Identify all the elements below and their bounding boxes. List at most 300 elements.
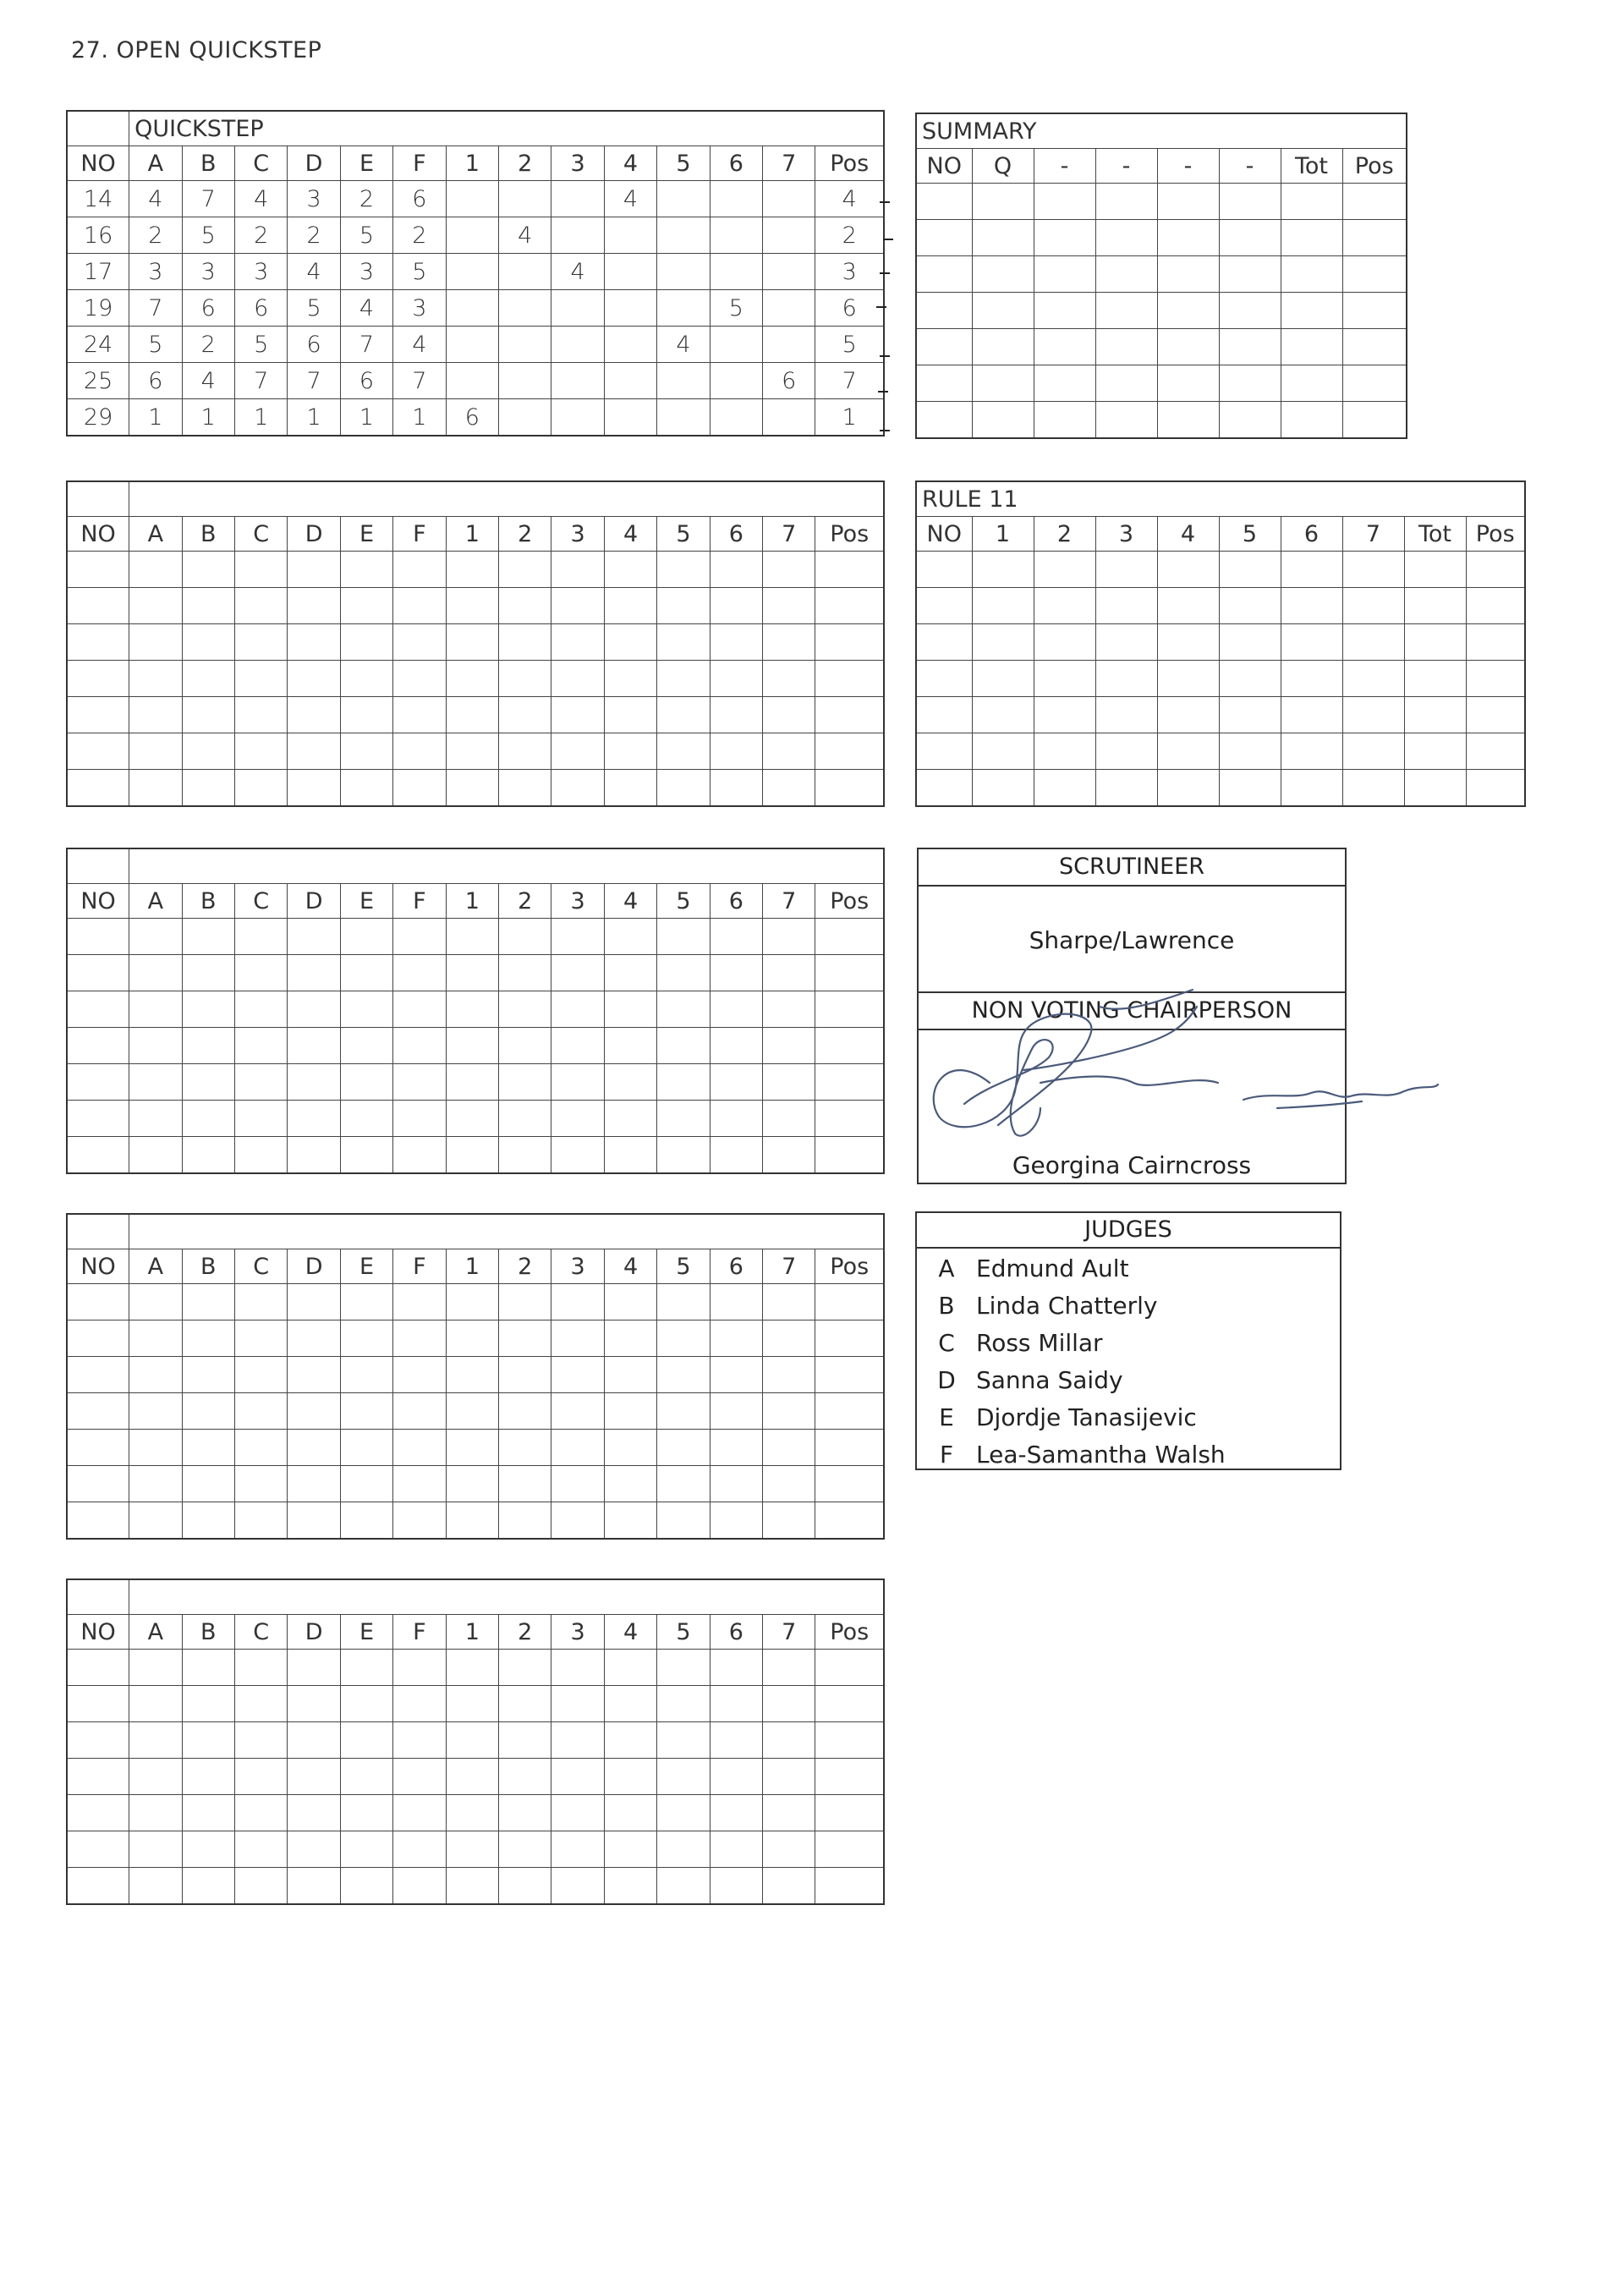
table-cell — [551, 1831, 604, 1868]
table-cell — [710, 1831, 762, 1868]
table-cell — [1281, 256, 1342, 293]
judge-mark: 2 — [182, 327, 234, 363]
final-position: 2 — [815, 217, 884, 254]
table-row — [67, 399, 884, 436]
judges-heading: JUDGES — [917, 1213, 1340, 1249]
table-cell — [710, 1722, 762, 1759]
table-cell — [499, 1284, 551, 1320]
column-header: Pos — [1342, 149, 1407, 184]
table-cell — [67, 1101, 129, 1137]
table-cell — [916, 733, 972, 770]
place-count — [551, 363, 604, 399]
table-cell — [1404, 733, 1466, 770]
table-cell — [815, 1357, 884, 1393]
table-cell — [657, 1502, 710, 1540]
table-cell — [1034, 293, 1095, 329]
table-cell — [446, 1064, 498, 1101]
table-cell — [1281, 697, 1342, 733]
table-cell — [604, 1466, 656, 1502]
judge-name: Edmund Ault — [976, 1255, 1129, 1282]
column-header: NO — [67, 1615, 129, 1650]
table-cell — [551, 1686, 604, 1722]
table-cell — [604, 991, 656, 1028]
final-position: 3 — [815, 254, 884, 290]
column-header: 2 — [499, 1249, 551, 1284]
table-cell — [499, 697, 551, 733]
column-header: 1 — [446, 1249, 498, 1284]
table-cell — [499, 991, 551, 1028]
column-header: 5 — [657, 884, 710, 919]
table-cell — [551, 1868, 604, 1905]
table-cell — [1095, 770, 1157, 807]
table-cell — [1219, 256, 1281, 293]
column-header: C — [234, 1249, 287, 1284]
table-cell — [288, 588, 340, 624]
table-cell — [234, 919, 287, 955]
place-count — [604, 399, 656, 436]
column-header: - — [1157, 149, 1219, 184]
table-cell — [657, 955, 710, 991]
table-cell — [393, 1028, 446, 1064]
table-cell — [1466, 552, 1525, 588]
table-cell — [972, 256, 1034, 293]
table-cell — [340, 697, 392, 733]
judge-mark: 3 — [288, 181, 340, 217]
column-header: 6 — [710, 884, 762, 919]
place-count: 6 — [763, 363, 815, 399]
table-cell — [234, 1502, 287, 1540]
table-cell — [1157, 293, 1219, 329]
table-cell — [182, 770, 234, 807]
column-header: 7 — [763, 1615, 815, 1650]
scrutineer-heading: SCRUTINEER — [919, 849, 1345, 887]
table-cell — [288, 697, 340, 733]
table-cell — [234, 1759, 287, 1795]
table-cell — [499, 1466, 551, 1502]
table-cell — [604, 733, 656, 770]
judge-mark: 3 — [182, 254, 234, 290]
table-cell — [815, 1795, 884, 1831]
column-header: 7 — [763, 146, 815, 181]
table-cell — [815, 1430, 884, 1466]
judge-row — [917, 1325, 1340, 1362]
table-cell — [657, 1064, 710, 1101]
table-cell — [972, 293, 1034, 329]
table-cell — [1219, 624, 1281, 661]
table-cell — [340, 1284, 392, 1320]
table-cell — [129, 1320, 182, 1357]
table-row — [67, 624, 884, 661]
judge-mark: 6 — [129, 363, 182, 399]
table-cell — [551, 770, 604, 807]
table-cell — [499, 1868, 551, 1905]
table-cell — [1095, 733, 1157, 770]
table-cell — [1034, 733, 1095, 770]
table-cell — [67, 1320, 129, 1357]
judge-mark: 5 — [182, 217, 234, 254]
place-count: 4 — [657, 327, 710, 363]
judge-row — [917, 1250, 1340, 1288]
table-cell — [551, 1466, 604, 1502]
table-cell — [710, 1650, 762, 1686]
table-cell — [763, 919, 815, 955]
couple-number: 17 — [67, 254, 129, 290]
table-cell — [763, 624, 815, 661]
table-cell — [1404, 661, 1466, 697]
table-cell — [129, 1357, 182, 1393]
column-header: 7 — [763, 517, 815, 552]
column-header: Pos — [815, 517, 884, 552]
column-header: NO — [916, 149, 972, 184]
table-cell — [67, 552, 129, 588]
table-cell — [1342, 697, 1404, 733]
table-cell — [1219, 184, 1281, 220]
place-count — [763, 399, 815, 436]
table-row — [67, 1064, 884, 1101]
table-cell — [1219, 402, 1281, 439]
table-cell — [551, 697, 604, 733]
column-header: C — [234, 146, 287, 181]
table-cell — [446, 1795, 498, 1831]
column-header: 2 — [499, 146, 551, 181]
table-cell — [604, 919, 656, 955]
column-header: A — [129, 1249, 182, 1284]
judge-mark: 5 — [393, 254, 446, 290]
table-cell — [815, 1868, 884, 1905]
place-count — [499, 327, 551, 363]
judge-letter: E — [939, 1403, 954, 1431]
table-cell — [710, 1320, 762, 1357]
table-cell — [67, 1064, 129, 1101]
table-corner-cell — [67, 848, 129, 884]
table-cell — [129, 919, 182, 955]
column-header: NO — [67, 517, 129, 552]
chairperson-heading: NON VOTING CHAIRPERSON — [919, 993, 1345, 1030]
table-cell — [972, 365, 1034, 402]
table-cell — [972, 184, 1034, 220]
table-cell — [657, 1759, 710, 1795]
dance-title — [129, 848, 884, 884]
table-cell — [234, 1795, 287, 1831]
table-cell — [182, 1722, 234, 1759]
table-cell — [67, 588, 129, 624]
table-cell — [446, 955, 498, 991]
table-cell — [340, 624, 392, 661]
judge-row — [917, 1436, 1340, 1474]
table-cell — [1095, 624, 1157, 661]
table-cell — [288, 770, 340, 807]
table-cell — [182, 1064, 234, 1101]
judge-mark: 3 — [129, 254, 182, 290]
table-row — [67, 770, 884, 807]
table-cell — [815, 1064, 884, 1101]
table-cell — [499, 1393, 551, 1430]
table-cell — [129, 1284, 182, 1320]
table-cell — [657, 1795, 710, 1831]
judge-mark: 3 — [234, 254, 287, 290]
table-cell — [916, 697, 972, 733]
table-row — [67, 733, 884, 770]
scrutineer-name: Sharpe/Lawrence — [919, 887, 1345, 993]
tick-mark — [880, 355, 890, 357]
table-cell — [551, 1722, 604, 1759]
table-cell — [288, 1502, 340, 1540]
table-cell — [340, 1466, 392, 1502]
column-header: B — [182, 1249, 234, 1284]
judge-mark: 5 — [129, 327, 182, 363]
table-cell — [234, 1284, 287, 1320]
table-cell — [1281, 552, 1342, 588]
judge-mark: 6 — [393, 181, 446, 217]
table-cell — [710, 1466, 762, 1502]
table-cell — [182, 1466, 234, 1502]
table-cell — [710, 1064, 762, 1101]
table-cell — [604, 955, 656, 991]
empty-results-table — [66, 480, 885, 807]
table-row — [916, 256, 1407, 293]
judge-mark: 7 — [182, 181, 234, 217]
place-count — [446, 290, 498, 327]
table-cell — [710, 733, 762, 770]
table-cell — [182, 1320, 234, 1357]
place-count: 4 — [551, 254, 604, 290]
table-row — [67, 1686, 884, 1722]
table-cell — [916, 365, 972, 402]
column-header: 1 — [446, 1615, 498, 1650]
place-count — [657, 254, 710, 290]
column-header: B — [182, 1615, 234, 1650]
table-cell — [657, 1101, 710, 1137]
table-cell — [446, 919, 498, 955]
table-cell — [182, 1028, 234, 1064]
place-count — [657, 399, 710, 436]
judges-list — [917, 1249, 1340, 1474]
table-cell — [340, 770, 392, 807]
table-cell — [234, 1393, 287, 1430]
table-cell — [763, 991, 815, 1028]
judge-mark: 1 — [288, 399, 340, 436]
column-header: 3 — [551, 884, 604, 919]
table-row — [916, 365, 1407, 402]
table-cell — [1342, 588, 1404, 624]
table-cell — [288, 1393, 340, 1430]
column-header: C — [234, 884, 287, 919]
table-cell — [393, 588, 446, 624]
table-cell — [1157, 365, 1219, 402]
table-cell — [393, 697, 446, 733]
table-cell — [129, 1466, 182, 1502]
table-cell — [1219, 220, 1281, 256]
table-cell — [182, 1430, 234, 1466]
judge-mark: 6 — [340, 363, 392, 399]
table-cell — [1219, 552, 1281, 588]
judge-name: Sanna Saidy — [976, 1366, 1123, 1394]
table-cell — [710, 1795, 762, 1831]
table-cell — [604, 1137, 656, 1174]
table-row — [916, 770, 1525, 807]
table-cell — [710, 624, 762, 661]
column-header: 1 — [446, 517, 498, 552]
table-cell — [551, 1320, 604, 1357]
column-header: D — [288, 884, 340, 919]
place-count — [657, 217, 710, 254]
table-cell — [499, 770, 551, 807]
table-cell — [551, 991, 604, 1028]
place-count — [710, 363, 762, 399]
table-cell — [234, 733, 287, 770]
table-cell — [446, 1137, 498, 1174]
table-cell — [710, 1868, 762, 1905]
column-header: 6 — [710, 1615, 762, 1650]
table-cell — [916, 588, 972, 624]
judge-name: Linda Chatterly — [976, 1292, 1158, 1320]
table-cell — [1157, 661, 1219, 697]
table-cell — [551, 955, 604, 991]
table-cell — [710, 955, 762, 991]
place-count — [657, 181, 710, 217]
table-cell — [340, 919, 392, 955]
table-cell — [1404, 697, 1466, 733]
table-cell — [393, 1137, 446, 1174]
table-cell — [446, 1722, 498, 1759]
table-cell — [499, 919, 551, 955]
table-cell — [1095, 329, 1157, 365]
table-cell — [234, 1466, 287, 1502]
table-cell — [1404, 624, 1466, 661]
table-cell — [710, 1357, 762, 1393]
table-cell — [393, 1466, 446, 1502]
table-cell — [340, 1795, 392, 1831]
table-cell — [499, 1357, 551, 1393]
table-cell — [1034, 184, 1095, 220]
table-row — [67, 1759, 884, 1795]
summary-title: SUMMARY — [916, 113, 1407, 149]
table-cell — [129, 661, 182, 697]
judge-mark: 2 — [340, 181, 392, 217]
table-cell — [446, 1502, 498, 1540]
table-cell — [1281, 733, 1342, 770]
column-header: - — [1219, 149, 1281, 184]
header-row — [67, 1615, 884, 1650]
table-cell — [129, 1650, 182, 1686]
table-cell — [1219, 293, 1281, 329]
table-cell — [288, 1650, 340, 1686]
table-cell — [499, 661, 551, 697]
header-row — [67, 1249, 884, 1284]
table-row — [67, 1868, 884, 1905]
table-cell — [234, 991, 287, 1028]
table-cell — [393, 1430, 446, 1466]
rule11-table — [915, 480, 1526, 807]
table-corner-cell — [67, 1214, 129, 1249]
place-count — [763, 217, 815, 254]
couple-number: 14 — [67, 181, 129, 217]
table-cell — [288, 1357, 340, 1393]
table-cell — [446, 1393, 498, 1430]
table-cell — [129, 1831, 182, 1868]
table-cell — [340, 1393, 392, 1430]
judge-mark: 1 — [129, 399, 182, 436]
table-cell — [1342, 365, 1407, 402]
table-cell — [67, 624, 129, 661]
table-cell — [288, 1466, 340, 1502]
table-cell — [1095, 256, 1157, 293]
place-count — [604, 363, 656, 399]
table-row — [916, 220, 1407, 256]
tick-mark — [878, 391, 888, 393]
table-cell — [1281, 293, 1342, 329]
table-cell — [393, 1284, 446, 1320]
table-cell — [604, 1357, 656, 1393]
table-cell — [67, 1137, 129, 1174]
table-cell — [340, 1028, 392, 1064]
table-cell — [657, 1393, 710, 1430]
column-header: 2 — [499, 884, 551, 919]
table-cell — [1095, 184, 1157, 220]
table-cell — [972, 220, 1034, 256]
header-row — [67, 884, 884, 919]
table-cell — [393, 1320, 446, 1357]
table-cell — [67, 697, 129, 733]
table-cell — [446, 770, 498, 807]
table-cell — [763, 697, 815, 733]
table-cell — [1034, 588, 1095, 624]
table-cell — [1466, 770, 1525, 807]
table-title-row — [67, 481, 884, 517]
table-cell — [446, 1650, 498, 1686]
table-cell — [129, 1430, 182, 1466]
place-count — [499, 181, 551, 217]
table-cell — [972, 661, 1034, 697]
column-header: E — [340, 1615, 392, 1650]
table-cell — [763, 955, 815, 991]
table-cell — [657, 697, 710, 733]
table-cell — [604, 1722, 656, 1759]
place-count — [763, 290, 815, 327]
column-header: 4 — [604, 884, 656, 919]
table-cell — [815, 1101, 884, 1137]
table-cell — [763, 1650, 815, 1686]
column-header: D — [288, 1249, 340, 1284]
table-cell — [657, 1430, 710, 1466]
place-count — [446, 217, 498, 254]
table-cell — [182, 661, 234, 697]
place-count — [551, 327, 604, 363]
table-cell — [815, 1502, 884, 1540]
table-cell — [446, 661, 498, 697]
table-cell — [916, 552, 972, 588]
judge-mark: 7 — [288, 363, 340, 399]
table-row — [67, 552, 884, 588]
table-cell — [182, 1759, 234, 1795]
table-cell — [340, 1357, 392, 1393]
table-cell — [710, 1028, 762, 1064]
table-cell — [340, 588, 392, 624]
table-cell — [710, 770, 762, 807]
table-cell — [393, 1795, 446, 1831]
place-count — [710, 217, 762, 254]
table-cell — [234, 1686, 287, 1722]
table-cell — [763, 1028, 815, 1064]
table-row — [67, 588, 884, 624]
table-cell — [67, 991, 129, 1028]
table-cell — [499, 1759, 551, 1795]
table-cell — [1034, 365, 1095, 402]
table-cell — [129, 1795, 182, 1831]
couple-number: 25 — [67, 363, 129, 399]
table-cell — [288, 552, 340, 588]
table-cell — [234, 1430, 287, 1466]
